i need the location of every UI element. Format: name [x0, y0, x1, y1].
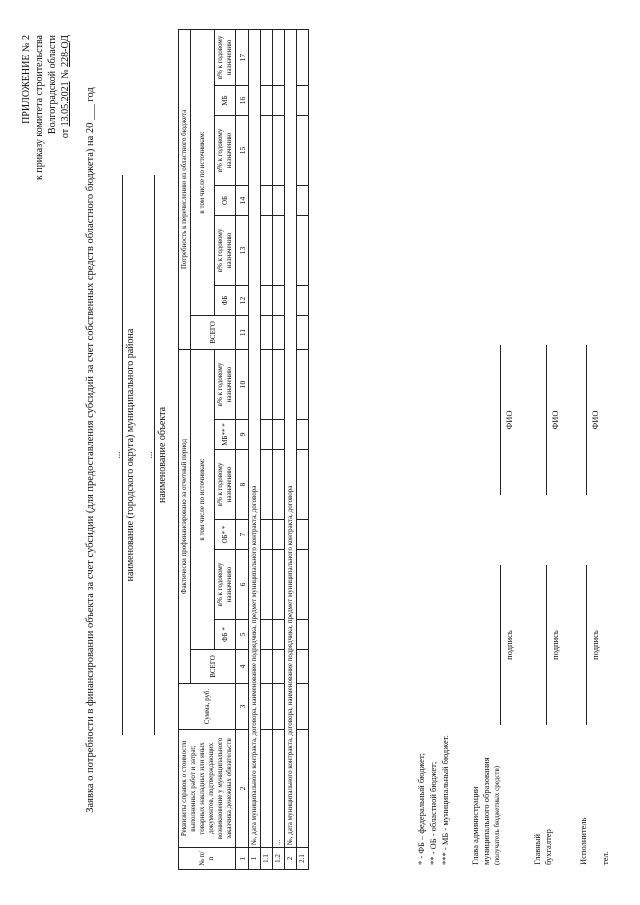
need-mb-header: МБ: [215, 85, 236, 115]
col-index: 11: [236, 315, 249, 349]
row-number: 2: [285, 848, 297, 870]
col-index: 9: [236, 420, 249, 450]
col-index: 6: [236, 550, 249, 620]
col-index: 7: [236, 520, 249, 550]
municipality-caption: наименование (городского округа) муниципального района: [125, 328, 136, 582]
fact-mb-pct-header: в% к годовому назначению: [215, 349, 236, 419]
appendix-line3: Волгоградской области: [47, 35, 58, 135]
accountant-signature-row: [532, 305, 572, 865]
executor-label: Исполнитель: [578, 817, 588, 865]
fact-ob-pct-header: в% к годовому назначению: [215, 450, 236, 520]
executor-sign-caption: подпись: [590, 630, 600, 660]
table-row: [249, 29, 261, 869]
fact-fb-header: ФБ *: [215, 620, 236, 650]
head-label-2: муниципального образования: [481, 757, 491, 865]
municipality-block: [112, 175, 136, 735]
appendix-line2: к приказу комитета строительства: [34, 35, 45, 181]
col-index: 1: [236, 848, 249, 870]
header-row-1: [179, 29, 191, 869]
accountant-fio-caption: ФИО: [550, 410, 560, 430]
head-label: Глава администрации: [470, 786, 480, 865]
object-block: [144, 175, 168, 735]
order-number: 228-ОД: [60, 35, 71, 67]
footnote-ob: ** - ОБ - областной бюджет;: [428, 761, 438, 865]
object-value: ...: [144, 175, 155, 735]
appendix-header: [20, 35, 72, 315]
fact-fb-pct-header: в% к годовому назначению: [215, 550, 236, 620]
need-mb-pct-header: в% к годовому назначению: [215, 29, 236, 85]
fact-mb-header: МБ** *: [215, 420, 236, 450]
head-fio-line: [500, 345, 501, 495]
group-financed-header: Фактически профинансировано за отчетный период: [179, 349, 191, 683]
row-text: №, дата муниципального контракта, договора, наименование подрядчика, предмет муниципального контракта, договора: [249, 29, 261, 847]
phone-label: тел.: [600, 851, 610, 865]
table-row: [261, 29, 273, 869]
accountant-label-2: бухгалтер: [543, 829, 553, 865]
row-text: ...: [273, 730, 285, 848]
need-total-header: ВСЕГО: [191, 315, 236, 349]
executor-signature-row: [578, 305, 618, 865]
row-text: №, дата муниципального контракта, договора, наименование подрядчика, предмет муниципального контракта, договора: [285, 29, 297, 847]
col-index: 15: [236, 115, 249, 185]
col-index: 16: [236, 85, 249, 115]
table-row: [297, 29, 309, 869]
col-index: 8: [236, 450, 249, 520]
col-number-header: № п/п: [179, 848, 236, 870]
accountant-fio-line: [546, 345, 547, 495]
column-number-row: [236, 29, 249, 869]
col-requisites-header: Реквизиты справок о стоимости выполненных работ и затрат, товарных накладных или иных документов, подтверждающих возникновение у муниципального заказчика денежных обязательств: [179, 730, 236, 848]
col-index: 10: [236, 349, 249, 419]
footnote-fb: * - ФБ – федеральный бюджет;: [416, 752, 426, 865]
financing-table: [178, 29, 309, 870]
col-index: 17: [236, 29, 249, 85]
head-sign-line: [500, 565, 501, 725]
footnotes: [415, 735, 451, 865]
table-row: [273, 29, 285, 869]
executor-fio-line: [586, 345, 587, 495]
municipality-value: ...: [112, 175, 123, 735]
need-ob-header: ОБ: [215, 185, 236, 215]
col-index: 13: [236, 215, 249, 285]
document-title: Заявка о потребности в финансировании объекта за счет субсидии (для предоставления субсидий за счет собственных средств областного бюджета) на 20 ___ год: [85, 87, 96, 813]
row-number: 1.2: [273, 848, 285, 870]
accountant-label: Главный: [532, 833, 542, 865]
need-fb-header: ФБ: [215, 285, 236, 315]
footnote-mb: *** - МБ - муниципальный бюджет.: [440, 735, 450, 865]
need-sources-header: в том числе по источникам:: [191, 29, 215, 315]
head-signature-row: [470, 305, 522, 865]
row-text: [261, 730, 273, 848]
head-sign-caption: подпись: [504, 630, 514, 660]
executor-sign-line: [586, 565, 587, 725]
table-row: [285, 29, 297, 869]
accountant-sign-caption: подпись: [550, 630, 560, 660]
col-index: 5: [236, 620, 249, 650]
need-fb-pct-header: в% к годовому назначению: [215, 215, 236, 285]
appendix-title: ПРИЛОЖЕНИЕ № 2: [21, 35, 32, 124]
fact-sources-header: в том числе по источникам:: [191, 349, 215, 649]
col-index: 4: [236, 650, 249, 684]
accountant-sign-line: [546, 565, 547, 725]
row-number: 2.1: [297, 848, 309, 870]
head-label-3: (получатель бюджетных средств): [493, 765, 501, 865]
head-fio-caption: ФИО: [504, 410, 514, 430]
row-text: [297, 730, 309, 848]
fact-total-header: ВСЕГО: [191, 650, 236, 684]
col-index: 12: [236, 285, 249, 315]
order-date: 13.05.2021: [60, 81, 71, 127]
executor-fio-caption: ФИО: [590, 410, 600, 430]
col-sum-header: Сумма, руб.: [179, 684, 236, 730]
group-need-header: Потребность к перечислению из областного бюджета: [179, 29, 191, 349]
col-index: 14: [236, 185, 249, 215]
col-index: 2: [236, 730, 249, 848]
need-ob-pct-header: в% к годовому назначению: [215, 115, 236, 185]
fact-ob-header: ОБ* *: [215, 520, 236, 550]
appendix-line4: от 13.05.2021 № 228-ОД: [60, 35, 71, 139]
col-index: 3: [236, 684, 249, 730]
row-number: 1.1: [261, 848, 273, 870]
row-number: 1: [249, 848, 261, 870]
object-caption: наименование объекта: [157, 406, 168, 504]
